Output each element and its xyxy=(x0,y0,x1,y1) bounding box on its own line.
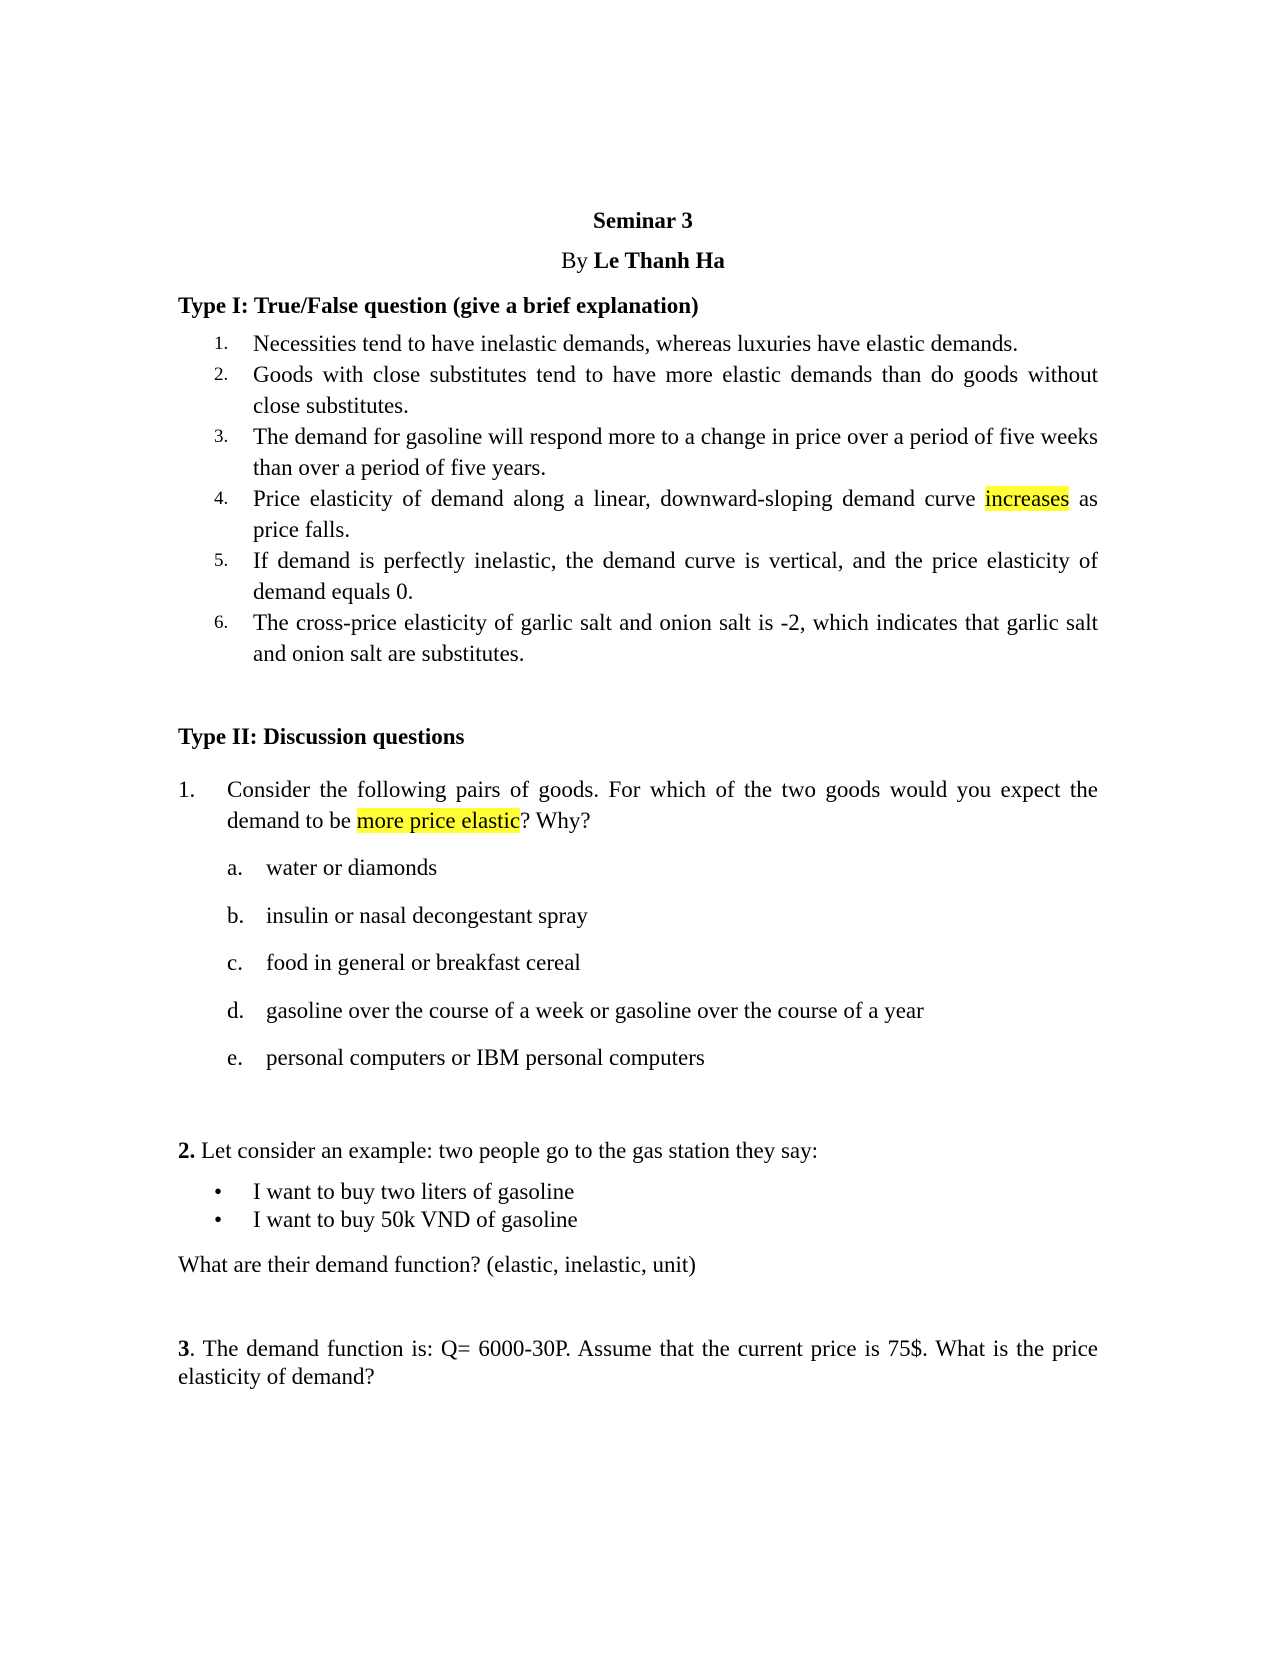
true-false-list xyxy=(178,328,1098,669)
list-item xyxy=(178,328,1098,359)
item-number: 2. xyxy=(214,364,229,385)
list-item xyxy=(178,1178,1098,1206)
list-item xyxy=(178,1042,1098,1090)
option-letter: e. xyxy=(227,1045,243,1070)
bullet-text: I want to buy two liters of gasoline xyxy=(253,1178,575,1204)
option-text: insulin or nasal decongestant spray xyxy=(266,902,588,928)
item-text: The cross-price elasticity of garlic salt and onion salt is -2, which indicates that garlic salt and onion salt are substitutes. xyxy=(253,610,1098,666)
highlighted-text: more price elastic xyxy=(356,808,521,833)
list-item xyxy=(178,900,1098,948)
option-letter: a. xyxy=(227,855,243,880)
item-text: The demand for gasoline will respond more to a change in price over a period of five weeks than over a period of five years. xyxy=(253,424,1098,480)
question-number: 1. xyxy=(178,777,196,802)
option-text: personal computers or IBM personal computers xyxy=(266,1045,705,1070)
bullet-icon: • xyxy=(214,1206,223,1232)
author-prefix: By xyxy=(561,248,594,273)
author-name: Le Thanh Ha xyxy=(593,248,725,273)
option-letter: d. xyxy=(227,997,245,1023)
question-text: . The demand function is: Q= 6000-30P. Assume that the current price is 75$. What is the price elasticity of demand? xyxy=(178,1335,1098,1389)
document-title: Seminar 3 xyxy=(593,208,693,233)
goods-pairs-list xyxy=(178,852,1098,1090)
type2-heading: Type II: Discussion questions xyxy=(178,724,465,749)
item-text: Necessities tend to have inelastic demands, whereas luxuries have elastic demands. xyxy=(253,331,1019,356)
list-item xyxy=(178,995,1098,1043)
discussion-question-2 xyxy=(178,1135,1098,1166)
list-item xyxy=(178,1206,1098,1234)
question-text: Consider the following pairs of goods. For which of the two goods would you expect the demand to be xyxy=(227,777,1098,833)
item-text: Price elasticity of demand along a linear, downward-sloping demand curve xyxy=(253,486,986,511)
item-number: 5. xyxy=(214,550,229,571)
list-item xyxy=(178,947,1098,995)
item-text: If demand is perfectly inelastic, the demand curve is vertical, and the price elasticity of demand equals 0. xyxy=(253,548,1098,604)
question-text: ? Why? xyxy=(520,808,591,833)
list-item xyxy=(178,421,1098,483)
list-item xyxy=(178,545,1098,607)
item-number: 6. xyxy=(214,612,229,633)
option-text: water or diamonds xyxy=(266,855,438,880)
question-number: 2. xyxy=(178,1137,196,1163)
question-text: Let consider an example: two people go to the gas station they say: xyxy=(195,1137,819,1163)
discussion-question-3 xyxy=(178,1335,1098,1391)
option-text: food in general or breakfast cereal xyxy=(266,950,581,975)
option-text: gasoline over the course of a week or gasoline over the course of a year xyxy=(266,997,924,1023)
item-text: Goods with close substitutes tend to have more elastic demands than do goods without close substitutes. xyxy=(253,362,1098,418)
bullet-icon: • xyxy=(214,1178,223,1204)
question-number: 3 xyxy=(178,1335,190,1361)
discussion-question-1 xyxy=(178,774,1098,836)
author-line xyxy=(188,238,1098,283)
option-letter: c. xyxy=(227,950,243,975)
quote-bullet-list xyxy=(178,1178,1098,1234)
item-number: 3. xyxy=(214,426,229,447)
list-item xyxy=(178,483,1098,545)
item-number: 4. xyxy=(214,488,229,509)
bullet-text: I want to buy 50k VND of gasoline xyxy=(253,1206,578,1232)
type1-heading: Type I: True/False question (give a brief explanation) xyxy=(178,293,699,318)
list-item xyxy=(178,852,1098,900)
question-2-prompt: What are their demand function? (elastic, inelastic, unit) xyxy=(178,1251,696,1277)
item-text: as price falls. xyxy=(253,486,1098,542)
highlighted-text: increases xyxy=(985,486,1070,511)
list-item xyxy=(178,607,1098,669)
item-number: 1. xyxy=(214,333,229,354)
document-page xyxy=(178,203,1098,1391)
option-letter: b. xyxy=(227,902,245,928)
list-item xyxy=(178,359,1098,421)
